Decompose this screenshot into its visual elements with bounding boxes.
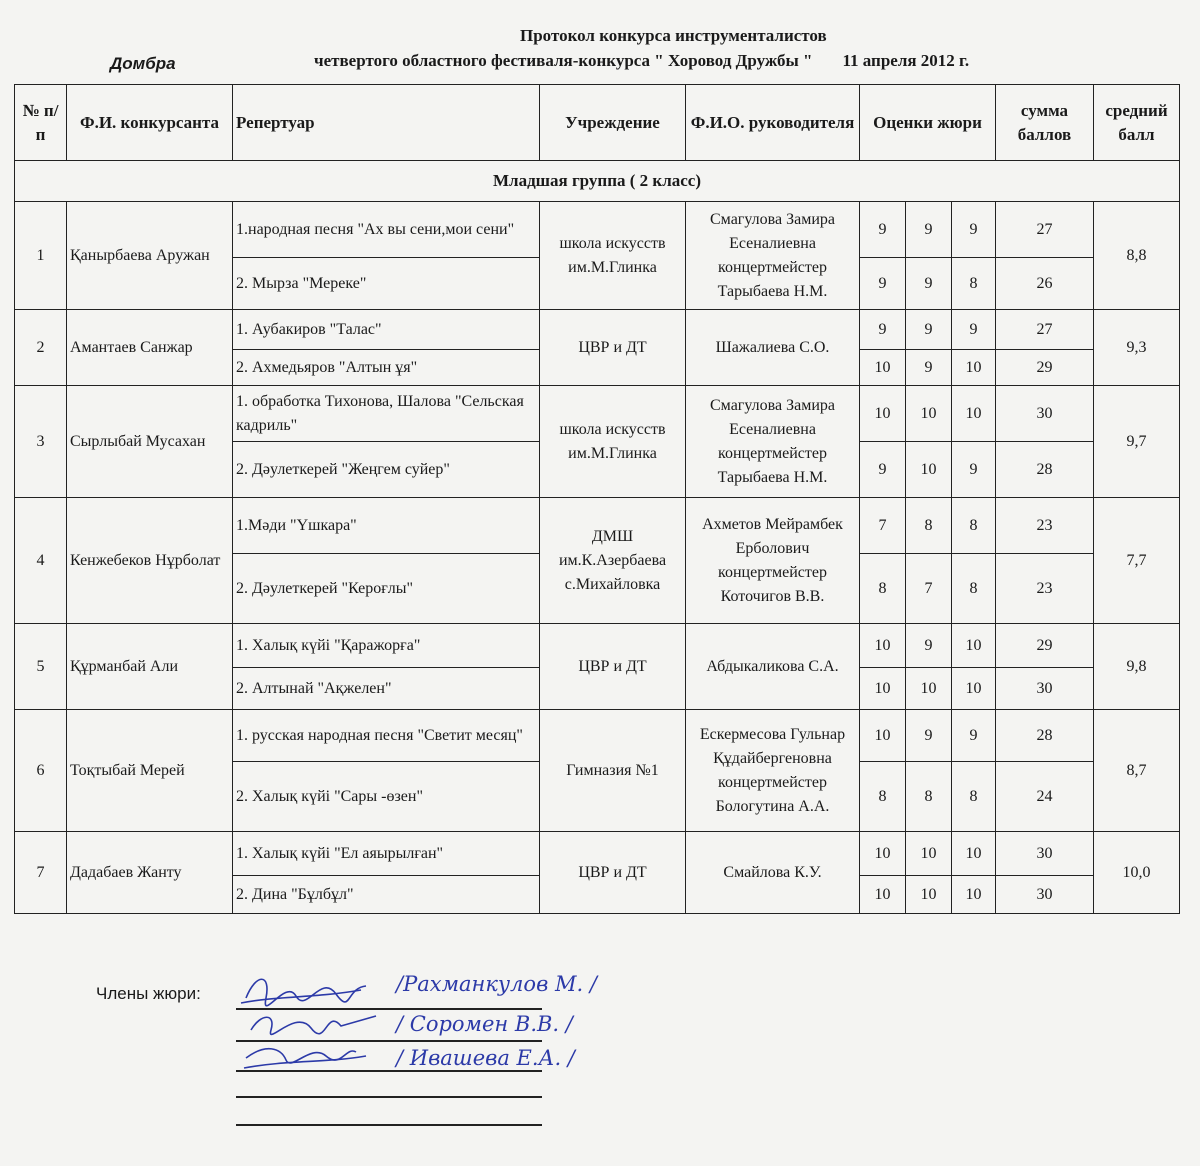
score: 10: [906, 832, 952, 876]
score-sum: 30: [996, 668, 1094, 710]
score: 10: [952, 624, 996, 668]
score: 8: [952, 258, 996, 310]
score-sum: 29: [996, 624, 1094, 668]
piece-1: 1.народная песня "Ах вы сени,мои сени": [233, 202, 540, 258]
score: 7: [860, 498, 906, 554]
average-score: 9,8: [1094, 624, 1180, 710]
score: 10: [952, 350, 996, 386]
score: 9: [952, 442, 996, 498]
participant-name: Тоқтыбай Мерей: [67, 710, 233, 832]
score: 10: [860, 386, 906, 442]
teacher: Смагулова Замира Есеналиевна концертмейстер Тарыбаева Н.М.: [686, 386, 860, 498]
score: 9: [860, 310, 906, 350]
score: 10: [860, 710, 906, 762]
piece-2: 2. Дина "Бұлбұл": [233, 876, 540, 914]
institution: ЦВР и ДТ: [540, 624, 686, 710]
participant-number: 2: [15, 310, 67, 386]
score: 9: [906, 202, 952, 258]
participant-name: Құрманбай Али: [67, 624, 233, 710]
score-sum: 30: [996, 876, 1094, 914]
piece-2: 2. Мырза "Мереке": [233, 258, 540, 310]
score: 10: [906, 668, 952, 710]
jury-name-3: / Ивашева Е.А. /: [396, 1046, 575, 1070]
score: 9: [860, 258, 906, 310]
jury-name-1: /Рахманкулов М. /: [396, 972, 597, 996]
col-scores: Оценки жюри: [860, 85, 996, 161]
piece-2: 2. Ахмедьяров "Алтын ұя": [233, 350, 540, 386]
teacher: Смайлова К.У.: [686, 832, 860, 914]
participant-number: 4: [15, 498, 67, 624]
participant-number: 5: [15, 624, 67, 710]
average-score: 8,8: [1094, 202, 1180, 310]
teacher: Абдыкаликова С.А.: [686, 624, 860, 710]
score: 10: [952, 386, 996, 442]
table-row: [15, 624, 1180, 668]
participant-name: Амантаев Санжар: [67, 310, 233, 386]
score: 10: [906, 442, 952, 498]
piece-2: 2. Дәулеткерей "Жеңгем суйер": [233, 442, 540, 498]
score: 9: [952, 710, 996, 762]
score: 9: [906, 624, 952, 668]
participant-name: Дадабаев Жанту: [67, 832, 233, 914]
average-score: 10,0: [1094, 832, 1180, 914]
festival-name: четвертого областного фестиваля-конкурса " Хоровод Дружбы ": [314, 51, 813, 70]
table-row: [15, 832, 1180, 876]
results-table: [14, 84, 1180, 914]
signature-line: [236, 1096, 542, 1098]
protocol-date: 11 апреля 2012 г.: [842, 51, 970, 70]
signature-2: [251, 1016, 376, 1034]
teacher: Ескермесова Гульнар Құдайбергеновна концертмейстер Бологутина А.А.: [686, 710, 860, 832]
average-score: 9,3: [1094, 310, 1180, 386]
signature-line: [236, 1008, 542, 1010]
table-header-row: [15, 85, 1180, 161]
score: 10: [860, 832, 906, 876]
table-row: [15, 202, 1180, 258]
teacher: Ахметов Мейрамбек Ерболович концертмейстер Коточигов В.В.: [686, 498, 860, 624]
piece-1: 1. Халық күйі "Қаражорға": [233, 624, 540, 668]
participant-number: 6: [15, 710, 67, 832]
score: 8: [952, 762, 996, 832]
score: 9: [952, 310, 996, 350]
col-teacher: Ф.И.О. руководителя: [686, 85, 860, 161]
score-sum: 28: [996, 442, 1094, 498]
teacher: Смагулова Замира Есеналиевна концертмейстер Тарыбаева Н.М.: [686, 202, 860, 310]
signature-line: [236, 1124, 542, 1126]
average-score: 8,7: [1094, 710, 1180, 832]
piece-2: 2. Дәулеткерей "Кероғлы": [233, 554, 540, 624]
col-repertoire: Репертуар: [233, 85, 540, 161]
institution: ДМШ им.К.Азербаева с.Михайловка: [540, 498, 686, 624]
score-sum: 29: [996, 350, 1094, 386]
score: 7: [906, 554, 952, 624]
participant-name: Кенжебеков Нұрболат: [67, 498, 233, 624]
score: 10: [906, 876, 952, 914]
institution: ЦВР и ДТ: [540, 310, 686, 386]
signature-line: [236, 1070, 542, 1072]
score: 10: [952, 876, 996, 914]
score-sum: 23: [996, 554, 1094, 624]
score: 9: [906, 350, 952, 386]
signature-3: [246, 1049, 356, 1063]
score: 10: [952, 668, 996, 710]
piece-1: 1. обработка Тихонова, Шалова "Сельская кадриль": [233, 386, 540, 442]
participant-number: 1: [15, 202, 67, 310]
table-row: [15, 310, 1180, 350]
jury-name-2: / Соромен В.В. /: [396, 1012, 573, 1036]
participant-number: 7: [15, 832, 67, 914]
participant-name: Сырлыбай Мусахан: [67, 386, 233, 498]
institution: школа искусств им.М.Глинка: [540, 386, 686, 498]
institution: школа искусств им.М.Глинка: [540, 202, 686, 310]
piece-1: 1.Мәди "Үшкара": [233, 498, 540, 554]
col-sum: сумма баллов: [996, 85, 1094, 161]
score: 10: [860, 624, 906, 668]
table-row: [15, 498, 1180, 554]
piece-2: 2. Халық күйі "Сары -өзен": [233, 762, 540, 832]
participant-name: Қанырбаева Аружан: [67, 202, 233, 310]
score: 8: [860, 554, 906, 624]
score-sum: 23: [996, 498, 1094, 554]
score: 10: [860, 668, 906, 710]
score-sum: 27: [996, 202, 1094, 258]
piece-1: 1. Аубакиров "Талас": [233, 310, 540, 350]
institution: Гимназия №1: [540, 710, 686, 832]
piece-2: 2. Алтынай "Ақжелен": [233, 668, 540, 710]
score: 10: [952, 832, 996, 876]
col-name: Ф.И. конкурсанта: [67, 85, 233, 161]
instrument-label: Домбра: [110, 54, 176, 73]
score-sum: 27: [996, 310, 1094, 350]
score: 10: [906, 386, 952, 442]
group-row: [15, 161, 1180, 202]
score: 8: [906, 498, 952, 554]
protocol-title: Протокол конкурса инструменталистов: [520, 26, 827, 45]
score-sum: 28: [996, 710, 1094, 762]
signature-line: [236, 1040, 542, 1042]
piece-1: 1. Халық күйі "Ел аяырылған": [233, 832, 540, 876]
score-sum: 30: [996, 832, 1094, 876]
score: 9: [860, 202, 906, 258]
col-avg: средний балл: [1094, 85, 1180, 161]
score: 8: [952, 554, 996, 624]
table-row: [15, 710, 1180, 762]
score-sum: 26: [996, 258, 1094, 310]
teacher: Шажалиева С.О.: [686, 310, 860, 386]
col-num: № п/п: [15, 85, 67, 161]
festival-title: [314, 51, 969, 71]
score: 9: [860, 442, 906, 498]
average-score: 9,7: [1094, 386, 1180, 498]
score: 8: [860, 762, 906, 832]
score: 8: [906, 762, 952, 832]
score-sum: 30: [996, 386, 1094, 442]
score: 9: [906, 710, 952, 762]
average-score: 7,7: [1094, 498, 1180, 624]
jury-label: Члены жюри:: [96, 984, 201, 1003]
score: 9: [906, 258, 952, 310]
score-sum: 24: [996, 762, 1094, 832]
piece-1: 1. русская народная песня "Светит месяц": [233, 710, 540, 762]
score: 8: [952, 498, 996, 554]
col-institution: Учреждение: [540, 85, 686, 161]
group-title: Младшая группа ( 2 класс): [15, 161, 1180, 202]
jury-signatures: [96, 968, 696, 1158]
participant-number: 3: [15, 386, 67, 498]
institution: ЦВР и ДТ: [540, 832, 686, 914]
score: 9: [952, 202, 996, 258]
score: 10: [860, 876, 906, 914]
score: 9: [906, 310, 952, 350]
score: 10: [860, 350, 906, 386]
table-row: [15, 386, 1180, 442]
